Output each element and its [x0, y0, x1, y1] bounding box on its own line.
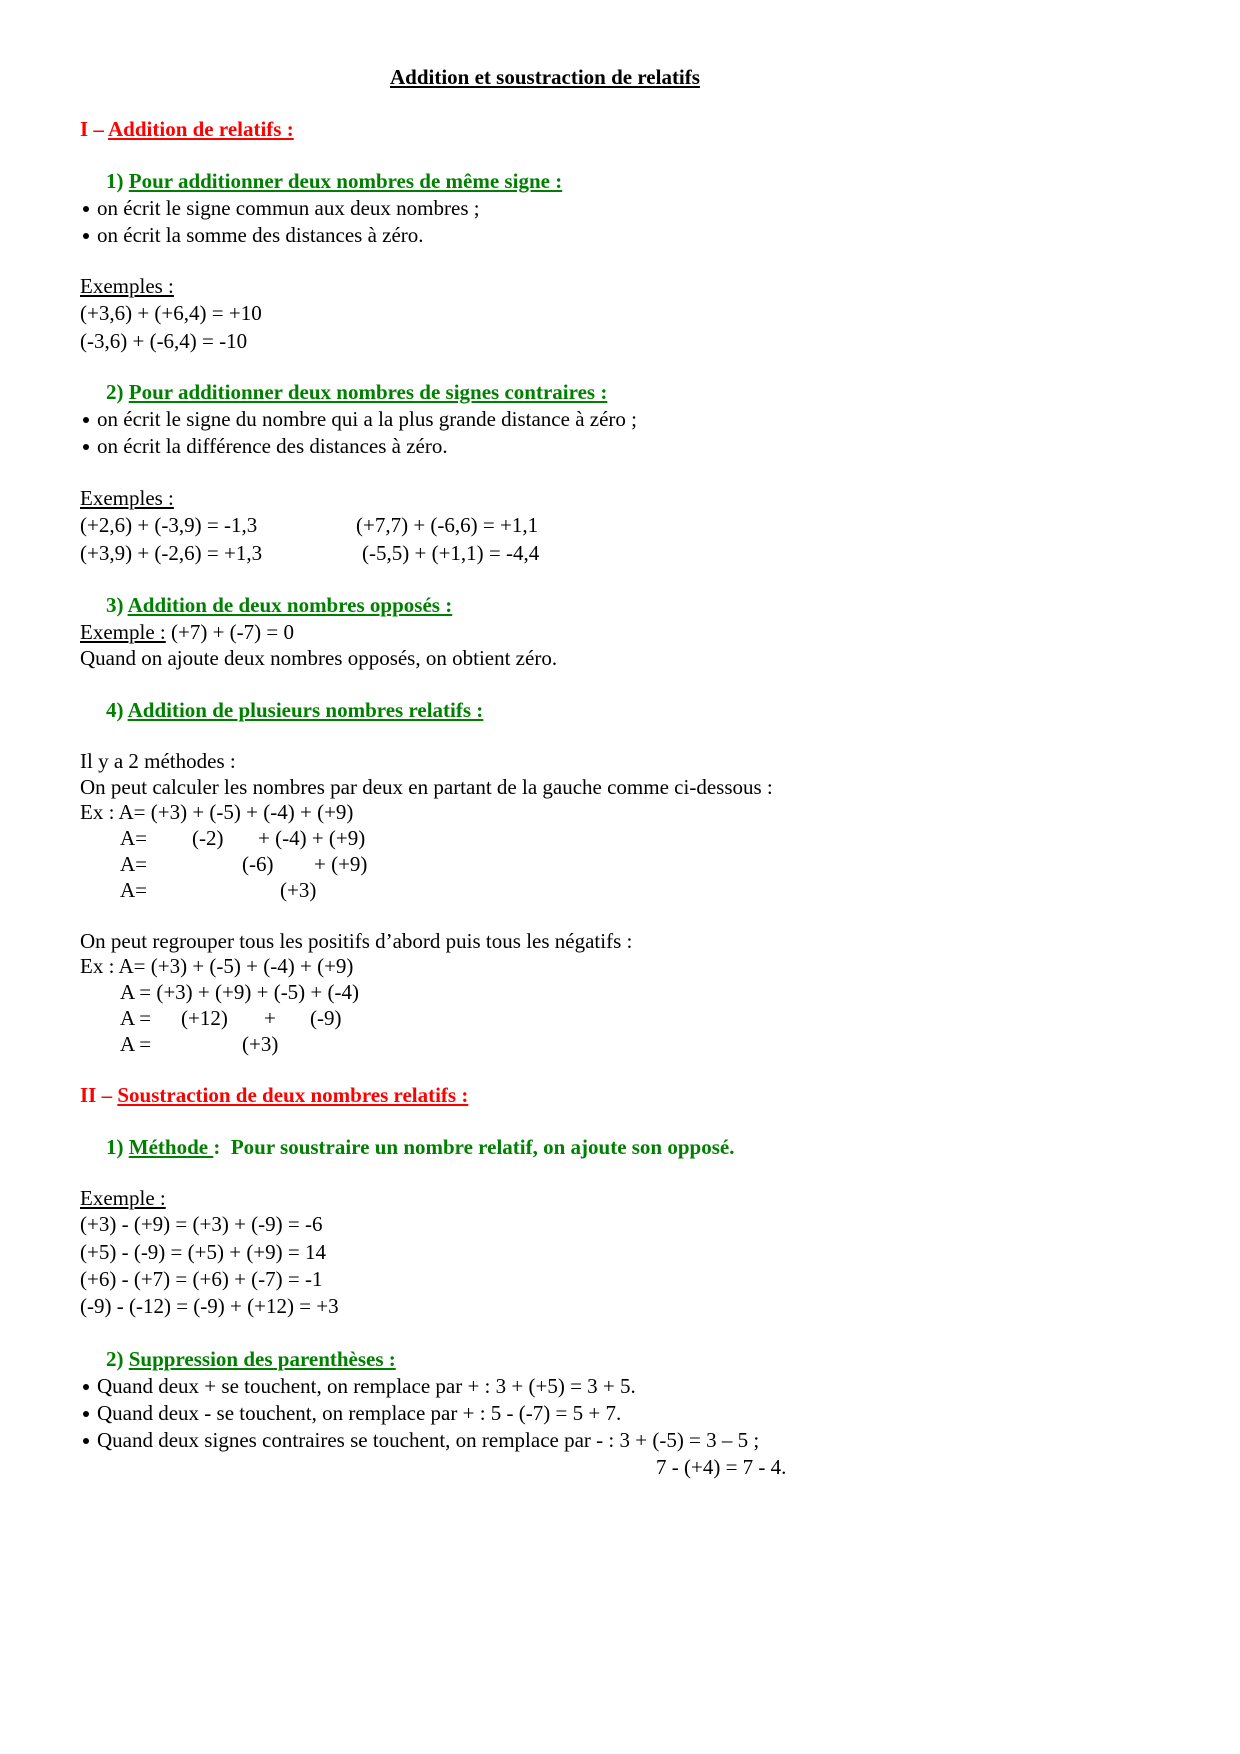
calc-line: A=: [120, 826, 148, 850]
subsection-number: 1): [106, 1135, 129, 1159]
example-line: [80, 619, 294, 645]
example-line: (+7,7) + (-6,6) = +1,1: [356, 513, 539, 537]
calc-line: Ex : A= (+3) + (-5) + (-4) + (+9): [80, 800, 354, 824]
example-line: (+3,9) + (-2,6) = +1,3: [80, 541, 263, 565]
bullet-icon: [83, 1411, 89, 1417]
example-label: Exemple :: [80, 1186, 166, 1210]
example-line: (+2,6) + (-3,9) = -1,3: [80, 513, 258, 537]
paragraph: Il y a 2 méthodes :: [80, 749, 236, 773]
calc-line: A = (+3) + (+9) + (-5) + (-4): [120, 980, 359, 1004]
subsection-number: 3): [106, 593, 128, 617]
bullet-icon: [83, 417, 89, 423]
subsection-label: Suppression des parenthèses :: [128, 1347, 396, 1371]
bullet-item: [80, 1373, 636, 1399]
calc-term: (-6): [242, 852, 274, 876]
example-line: (+3) - (+9) = (+3) + (-9) = -6: [80, 1212, 323, 1236]
bullet-item: [80, 1427, 759, 1453]
bullet-icon: [83, 1384, 89, 1390]
section-1-heading: [80, 116, 294, 142]
bullet-text: Quand deux - se touchent, on remplace par + : 5 - (-7) = 5 + 7.: [97, 1401, 622, 1425]
calc-line: A =: [120, 1006, 152, 1030]
calc-line: Ex : A= (+3) + (-5) + (-4) + (+9): [80, 954, 354, 978]
calc-term: +: [264, 1006, 276, 1030]
subsection-2-2-heading: [106, 1346, 396, 1372]
bullet-icon: [83, 1438, 89, 1444]
calc-term: (+3): [280, 878, 317, 902]
section-2-heading: [80, 1082, 468, 1108]
example-line: (+3,6) + (+6,4) = +10: [80, 301, 262, 325]
subsection-label: Addition de deux nombres opposés :: [127, 593, 453, 617]
bullet-text: on écrit la somme des distances à zéro.: [97, 223, 424, 247]
example-text: (+7) + (-7) = 0: [165, 620, 294, 644]
bullet-item: [80, 222, 424, 248]
bullet-text: on écrit la différence des distances à zéro.: [97, 434, 448, 458]
bullet-icon: [83, 206, 89, 212]
bullet-text: Quand deux + se touchent, on remplace par + : 3 + (+5) = 3 + 5.: [97, 1374, 636, 1398]
bullet-text: on écrit le signe commun aux deux nombres ;: [97, 196, 480, 220]
example-line: (-5,5) + (+1,1) = -4,4: [362, 541, 540, 565]
bullet-item: [80, 195, 480, 221]
subsection-1-1-heading: [106, 168, 562, 194]
subsection-number: 1): [106, 169, 129, 193]
section-1-number: I –: [80, 117, 109, 141]
bullet-item: [80, 406, 637, 432]
paragraph: On peut regrouper tous les positifs d’abord puis tous les négatifs :: [80, 929, 633, 953]
bullet-text: on écrit le signe du nombre qui a la plus grande distance à zéro ;: [97, 407, 637, 431]
calc-term: (-9): [310, 1006, 342, 1030]
bullet-item: [80, 433, 448, 459]
example-label: Exemple :: [80, 620, 166, 644]
bullet-icon: [83, 444, 89, 450]
subsection-1-4-heading: [106, 697, 483, 723]
calc-term: (+12): [181, 1006, 228, 1030]
calc-term: + (-4) + (+9): [258, 826, 366, 850]
example-line: (+6) - (+7) = (+6) + (-7) = -1: [80, 1267, 323, 1291]
calc-line: A=: [120, 852, 148, 876]
subsection-number: 2): [106, 380, 129, 404]
calc-line: A =: [120, 1032, 152, 1056]
calc-term: (+3): [242, 1032, 279, 1056]
calc-term: + (+9): [314, 852, 368, 876]
paragraph: On peut calculer les nombres par deux en partant de la gauche comme ci-dessous :: [80, 775, 773, 799]
subsection-1-2-heading: [106, 379, 607, 405]
method-rule: : Pour soustraire un nombre relatif, on ajoute son opposé.: [213, 1135, 735, 1159]
subsection-number: 2): [106, 1347, 129, 1371]
subsection-label: Pour additionner deux nombres de signes contraires :: [128, 380, 608, 404]
subsection-label: Pour additionner deux nombres de même signe :: [128, 169, 563, 193]
paragraph: Quand on ajoute deux nombres opposés, on obtient zéro.: [80, 646, 558, 670]
bullet-icon: [83, 233, 89, 239]
continuation-line: 7 - (+4) = 7 - 4.: [656, 1455, 787, 1479]
calc-term: (-2): [192, 826, 224, 850]
example-line: (-3,6) + (-6,4) = -10: [80, 329, 248, 353]
section-2-number: II –: [80, 1083, 118, 1107]
example-line: (+5) - (-9) = (+5) + (+9) = 14: [80, 1240, 326, 1264]
page-title: Addition et soustraction de relatifs: [390, 65, 700, 89]
bullet-item: [80, 1400, 621, 1426]
section-1-label: Addition de relatifs :: [108, 117, 294, 141]
subsection-label: Méthode: [128, 1135, 214, 1159]
bullet-text: Quand deux signes contraires se touchent, on remplace par - : 3 + (-5) = 3 – 5 ;: [97, 1428, 760, 1452]
subsection-label: Addition de plusieurs nombres relatifs :: [127, 698, 484, 722]
subsection-2-1-heading: [106, 1134, 734, 1160]
subsection-number: 4): [106, 698, 128, 722]
subsection-1-3-heading: [106, 592, 452, 618]
examples-label: Exemples :: [80, 274, 174, 298]
example-line: (-9) - (-12) = (-9) + (+12) = +3: [80, 1294, 339, 1318]
examples-label: Exemples :: [80, 486, 174, 510]
section-2-label: Soustraction de deux nombres relatifs :: [117, 1083, 469, 1107]
calc-line: A=: [120, 878, 148, 902]
